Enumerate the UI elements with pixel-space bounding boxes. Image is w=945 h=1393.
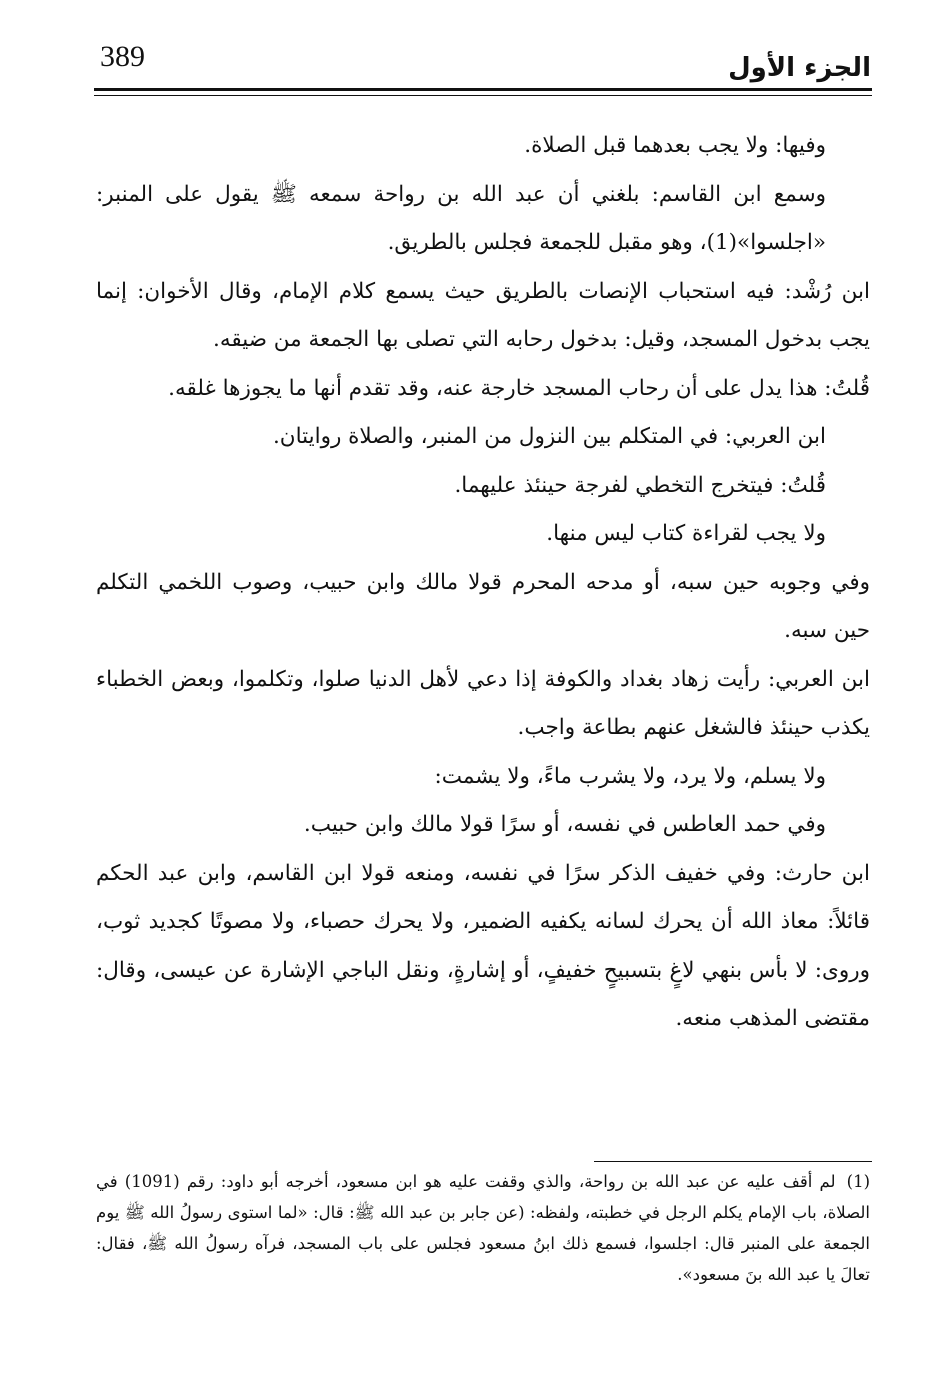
footnote-separator <box>594 1161 872 1162</box>
body-paragraph: ابن رُشْد: فيه استحباب الإنصات بالطريق حيث يسمع كلام الإمام، وقال الأخوان: إنما يجب بدخول المسجد، وقيل: بدخول رحابه التي تصلى بها الجمعة من ضيقه. <box>96 278 870 352</box>
page-number: 389 <box>100 40 145 73</box>
body-paragraph: ابن حارث: وفي خفيف الذكر سرًا في نفسه، ومنعه قولا ابن القاسم، وابن عبد الحكم قائلاً: معاذ الله أن يحرك لسانه يكفيه الضمير، ولا يحرك حصباء، ولا مصوتًا كجديد ثوب، وروى: لا بأس بنهي لاغٍ بتسبيحٍ خفيفٍ، أو إشارةٍ، ونقل الباجي الإشارة عن عيسى، وقال: مقتضى المذهب منعه. <box>96 860 870 1031</box>
body-paragraph: وفيها: ولا يجب بعدهما قبل الصلاة. <box>524 133 826 158</box>
body-paragraph: وسمع ابن القاسم: بلغني أن عبد الله بن رواحة سمعه ﷺ يقول على المنبر: «اجلسوا»(1)، وهو مقبل للجمعة فجلس بالطريق. <box>96 181 826 255</box>
body-paragraph: وفي وجوبه حين سبه، أو مدحه المحرم قولا مالك وابن حبيب، وصوب اللخمي التكلم حين سبه. <box>96 569 870 643</box>
body-paragraph: ابن العربي: رأيت زهاد بغداد والكوفة إذا دعي لأهل الدنيا صلوا، وتكلموا، وبعض الخطباء يكذب حينئذ فالشغل عنهم بطاعة واجب. <box>96 666 870 740</box>
body-paragraph: قُلتُ: فيتخرج التخطي لفرجة حينئذ عليهما. <box>454 472 826 498</box>
footnote <box>96 1166 870 1290</box>
footnote-text: لم أقف عليه عن عبد الله بن رواحة، والذي وقفت عليه هو ابن مسعود، أخرجه أبو داود: رقم (1091) في الصلاة، باب الإمام يكلم الرجل في خطبته، ولفظه: (عن جابر بن عبد الله ﷺ: قال: «لما استوى رسولُ الله ﷺ يوم الجمعة على المنبر قال: اجلسوا، فسمع ذلك ابنُ مسعود فجلس على باب المسجد، فرآه رسولُ الله ﷺ، فقال: تعالَ يا عبد الله بنَ مسعود». <box>96 1172 870 1284</box>
header-rule-thick <box>94 88 872 91</box>
body-paragraph: وفي حمد العاطس في نفسه، أو سرًا قولا مالك وابن حبيب. <box>303 812 826 837</box>
footnote-marker: (1) <box>846 1172 871 1191</box>
body-paragraph: ابن العربي: في المتكلم بين النزول من المنبر، والصلاة روايتان. <box>272 424 826 449</box>
footnotes <box>96 1166 870 1290</box>
body-paragraph: قُلتُ: هذا يدل على أن رحاب المسجد خارجة عنه، وقد تقدم أنها ما يجوزها غلقه. <box>168 375 870 401</box>
body-paragraph: ولا يسلم، ولا يرد، ولا يشرب ماءً، ولا يشمت: <box>434 763 826 789</box>
main-text <box>96 122 870 1044</box>
running-title: الجزء الأول <box>728 53 871 83</box>
body-paragraph: ولا يجب لقراءة كتاب ليس منها. <box>546 521 826 546</box>
header-rule-thin <box>94 95 872 96</box>
